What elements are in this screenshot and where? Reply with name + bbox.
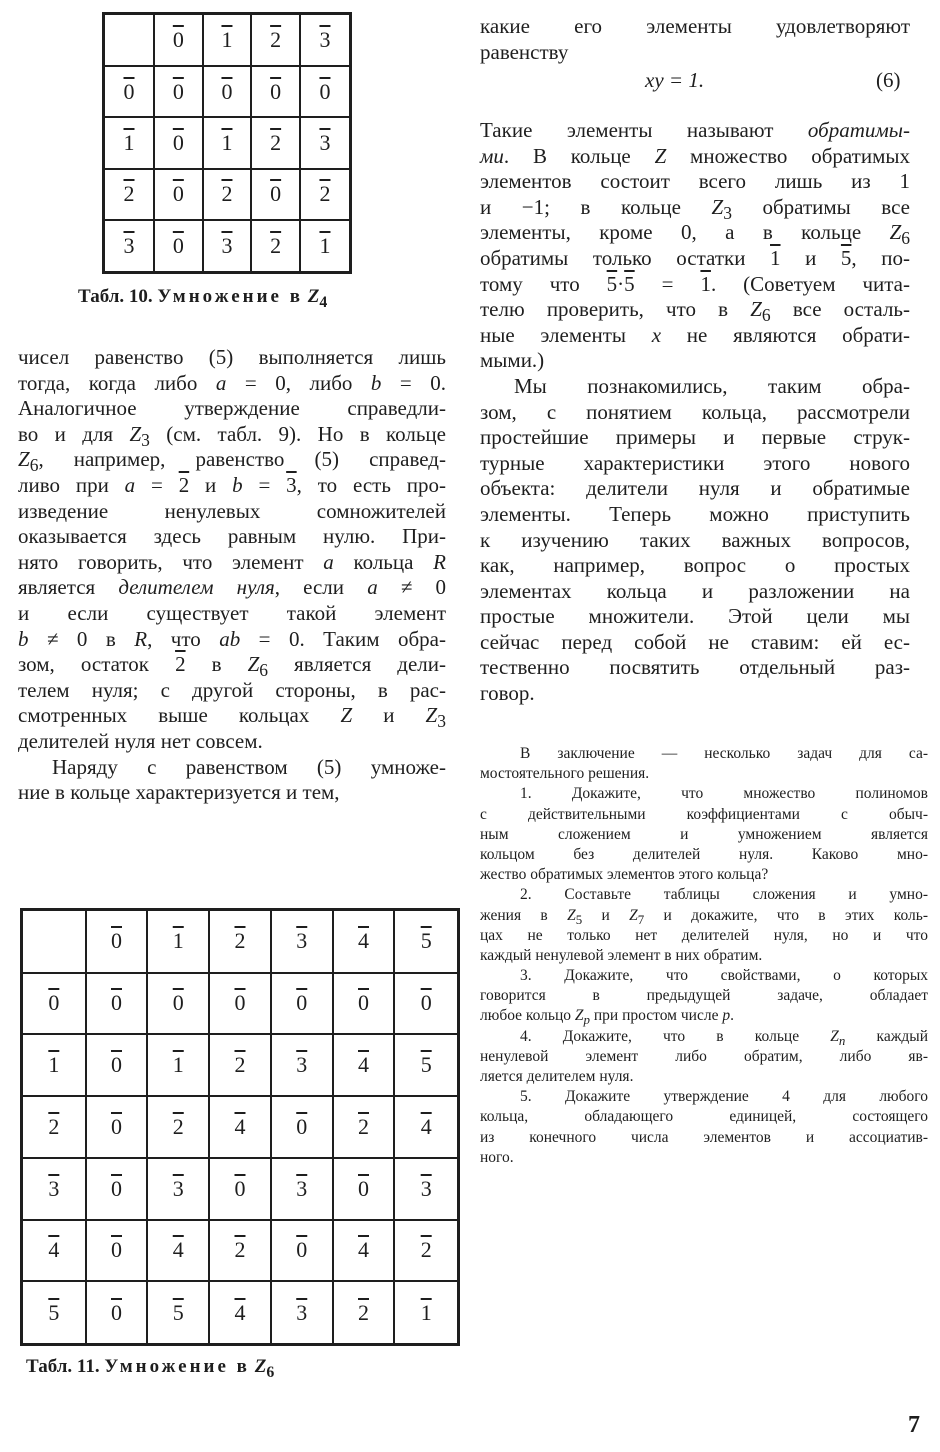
residue-value: 2 [358,1113,369,1139]
residue-value: 2 [172,1113,184,1139]
text-line: какие его элементы удовлетворяют [480,14,910,38]
table10-caption-ring: Z [307,286,320,307]
text-line: изведение ненулевых сомножителей [18,498,446,523]
residue-value: 0 [234,990,246,1016]
text-line: обратимы только остатки 1 и 5, по- [480,245,910,270]
residue-value: 0 [221,78,233,104]
text-line: $Z_6$, например, равенство (5) справед- [18,447,446,476]
table10-caption-prefix: Табл. 10. [78,286,153,307]
task-line: кольца, обладающего единицей, состоящего [480,1108,928,1126]
residue-value: 0 [48,990,60,1016]
residue-value: 0 [319,78,331,104]
table-cell [86,1158,148,1220]
text-line: объекта: делители нуля и обратимые [480,476,910,501]
residue-value: 0 [234,1175,246,1201]
residue-value: 2 [358,1299,369,1325]
task-line: ненулевой элемент либо обратим, либо яв- [480,1047,928,1065]
task-line: ляется делителем нуля. [480,1068,634,1085]
text-line: равенству [480,39,569,64]
table-header-cell [203,14,252,66]
text-line: смотренных выше кольцах Z и $Z_3$ [18,703,446,732]
residue-value: 0 [172,181,184,207]
residue-value: 1 [48,1052,60,1078]
table-cell [209,1096,271,1158]
table-header-cell [154,14,203,66]
page-number: 7 [908,1412,920,1438]
text-line: к изучению таких важных вопросов, [480,527,910,552]
table-cell [86,1034,148,1096]
residue-value: 0 [172,233,184,258]
residue-value: 1 [172,928,184,954]
table-cell [203,169,252,220]
residue-value: 0 [111,990,122,1016]
residue-value: 0 [111,1175,122,1201]
table-header-cell [86,910,148,973]
multiplication-table-z4 [102,12,352,274]
table-cell [154,66,203,117]
text-line: говор. [480,681,535,706]
task-line: 3. Докажите, что свойствами, о которых [520,967,928,985]
residue-value: 0 [270,181,282,207]
table-row-label [22,1034,86,1096]
table-row-label [104,117,155,168]
table-cell [333,1034,395,1096]
residue-value: 0 [420,990,432,1016]
table-cell [271,1281,333,1344]
table10-caption [78,286,327,312]
text-line: зом, с понятием кольца, рассмотрели [480,399,910,424]
residue-value: 3 [123,233,135,258]
residue-value: 4 [358,1237,369,1263]
table11-caption [26,1356,274,1382]
task-line: каждый ненулевой элемент в них обратим. [480,946,763,964]
right-text-top [480,14,910,65]
text-line: b ≠ 0 в R, что ab = 0. Таким обра- [18,626,446,651]
table-cell [251,66,300,117]
formula-xy: xy = 1. [645,68,705,92]
residue-value: 2 [270,233,282,258]
residue-value: 0 [111,928,122,954]
table-row [22,1158,459,1220]
table-row-label [22,1281,86,1344]
residue-value: 2 [123,181,135,207]
residue-value: 0 [172,129,184,155]
table-row [104,117,351,168]
table-cell [333,1220,395,1282]
residue-value: 2 [234,1237,246,1263]
residue-value: 3 [296,928,308,954]
table-cell [394,1034,458,1096]
task-line: цах не только нет делителей нуля, но и что [480,926,928,944]
text-line: и если существует такой элемент [18,600,446,625]
table-cell [251,117,300,168]
residue-value: 0 [172,78,184,104]
residue-value: 2 [234,1052,246,1078]
residue-value: 0 [111,1113,122,1139]
text-line: чисел равенство (5) выполняется лишь [18,345,446,369]
table-cell [203,117,252,168]
task-line: 2. Составьте таблицы сложения и умно- [520,886,928,904]
table-cell [209,1158,271,1220]
residue-value: 5 [48,1299,60,1325]
residue-value: 2 [420,1237,432,1263]
residue-value: 2 [270,26,282,52]
text-line: элементов состоит всего лишь из 1 [480,169,910,194]
formula-number: (6) [876,68,901,92]
table-row-label [104,220,155,272]
table-cell [300,117,351,168]
table11-caption-ring: Z [254,1356,267,1377]
residue-value: 2 [221,181,233,207]
table-cell [394,1096,458,1158]
task-line: В заключение — несколько задач для са- [520,745,928,762]
text-line: во и для $Z_3$ (см. табл. 9). Но в кольце [18,421,446,450]
task-line: мостоятельного решения. [480,765,650,783]
multiplication-table-z6 [20,908,460,1346]
table-cell [271,1220,333,1282]
table-header-cell [209,910,271,973]
table-header-cell [251,14,300,66]
table-cell [209,1281,271,1344]
text-line: тогда, когда либо a = 0, либо b = 0. [18,370,446,395]
residue-value: 3 [296,1299,308,1325]
table-row [22,1034,459,1096]
table-cell [86,973,148,1035]
table-cell [394,1158,458,1220]
text-line: как, например, вопрос о простых [480,553,910,578]
residue-value: 5 [420,928,432,954]
residue-value: 3 [319,129,331,155]
table-cell [271,973,333,1035]
text-line: простые множители. Этой цели мы [480,604,910,629]
residue-value: 3 [420,1175,432,1201]
text-line: оказывается здесь равным нулю. При- [18,524,446,549]
residue-value: 0 [296,990,308,1016]
table-row [104,220,351,272]
table-cell [86,1281,148,1344]
table-cell [300,220,351,272]
table-cell [154,169,203,220]
residue-value: 1 [123,129,135,155]
table-cell [209,1220,271,1282]
text-line: элементах кольца и разложении на [480,578,910,603]
table-header-cell [147,910,209,973]
residue-value: 3 [48,1175,60,1201]
text-line: ливо при a = 2 и b = 3, то есть про- [18,472,446,497]
residue-value: 3 [221,233,233,258]
text-line: Мы познакомились, таким обра- [514,373,910,398]
table-header-cell [22,910,86,973]
task-line: ного. [480,1148,514,1166]
right-text-column [480,118,910,707]
table-row-label [22,1158,86,1220]
text-line: турные характеристики этого нового [480,450,910,475]
text-line: элементы, кроме 0, а в кольце $Z_6$ [480,220,910,249]
text-line: Аналогичное утверждение справедли- [18,396,446,421]
text-line: тественно посвятить отдельный раз- [480,655,910,680]
table11-caption-word: Умножение в [104,1356,250,1377]
residue-value: 0 [111,1299,122,1325]
table-row [22,1220,459,1282]
table-row [104,169,351,220]
table-cell [394,1281,458,1344]
residue-value: 4 [172,1237,184,1263]
text-line: ные элементы x не являются обрати- [480,322,910,347]
table-cell [300,169,351,220]
text-line: делителей нуля нет совсем. [18,728,263,753]
residue-value: 0 [270,78,282,104]
table-cell [333,1158,395,1220]
residue-value: 0 [172,990,184,1016]
table-row-label [22,973,86,1035]
text-line: тому что 5·5 = 1. (Советуем чита- [480,271,910,296]
residue-value: 0 [111,1052,122,1078]
table-cell [209,973,271,1035]
task-line: кольцом без делителей нуля. Каково мно- [480,845,928,863]
table-cell [394,1220,458,1282]
table-cell [333,973,395,1035]
table-row-label [22,1096,86,1158]
text-line: простейшие примеры и первые струк- [480,425,910,450]
residue-value: 1 [221,129,233,155]
table-row-label [104,169,155,220]
residue-value: 5 [172,1299,184,1325]
table-cell [86,1220,148,1282]
table-cell [300,66,351,117]
table-header-cell [104,14,155,66]
residue-value: 0 [296,1237,308,1263]
table-cell [203,220,252,272]
table-cell [154,117,203,168]
residue-value: 4 [420,1113,432,1139]
table-header-row [22,910,459,973]
residue-value: 3 [319,26,331,52]
text-line: является делителем нуля, если a ≠ 0 [18,575,447,600]
table-row [104,66,351,117]
table-cell [203,66,252,117]
residue-value: 5 [420,1052,432,1078]
table-cell [86,1096,148,1158]
table-cell [147,1220,209,1282]
residue-value: 1 [172,1052,184,1078]
task-line: 4. Докажите, что в кольце $Z_n$ каждый [520,1027,929,1048]
table11-caption-prefix: Табл. 11. [26,1356,100,1377]
residue-value: 2 [234,928,246,954]
task-line: с действительными коэффициентами с обыч- [480,805,928,823]
table-cell [154,220,203,272]
text-line: мыми.) [480,348,545,373]
residue-value: 2 [319,181,331,207]
table-cell [147,1034,209,1096]
residue-value: 2 [270,129,282,155]
residue-value: 0 [358,1175,369,1201]
table-cell [333,1096,395,1158]
table-cell [147,1281,209,1344]
residue-value: 3 [296,1175,308,1201]
text-line: Такие элементы называют обратимы- [480,118,910,142]
residue-value: 4 [48,1237,60,1263]
residue-value: 0 [111,1237,122,1263]
residue-value: 0 [296,1113,308,1139]
table-cell [394,973,458,1035]
text-line: нято говорить, что элемент a кольца R [18,549,446,574]
text-line: зом, остаток 2 в $Z_6$ является дели- [18,652,446,681]
table-cell [147,1158,209,1220]
residue-value: 0 [358,990,369,1016]
table-header-cell [394,910,458,973]
table-row-label [22,1220,86,1282]
text-line: Наряду с равенством (5) умноже- [52,754,446,779]
text-line: телем нуля; с другой стороны, в рас- [18,677,446,702]
task-line: 5. Докажите утверждение 4 для любого [520,1088,928,1106]
table10-caption-word: Умножение в [157,286,303,307]
residue-value: 4 [234,1113,246,1139]
text-line: ми. В кольце Z множество обратимых [480,143,910,168]
task-line: говорится в предыдущей задаче, обладает [480,987,928,1005]
table11-caption-sub: 6 [266,1363,275,1381]
residue-value: 1 [420,1299,432,1325]
task-line: 1. Докажите, что множество полиномов [520,785,928,803]
table10-caption-sub: 4 [319,293,328,311]
table-cell [251,220,300,272]
table-cell [271,1096,333,1158]
table-cell [333,1281,395,1344]
table-header-cell [333,910,395,973]
residue-value: 3 [172,1175,184,1201]
table-row [22,1281,459,1344]
residue-value: 1 [221,26,233,52]
table-header-cell [271,910,333,973]
task-line: жения в $Z_5$ и $Z_7$ и докажите, что в этих коль- [480,906,928,927]
residue-value: 3 [296,1052,308,1078]
residue-value: 4 [234,1299,246,1325]
residue-value: 4 [358,1052,369,1078]
text-line: телю проверить, что в $Z_6$ все осталь- [480,297,910,326]
residue-value: 0 [123,78,135,104]
text-line: и −1; в кольце $Z_3$ обратимы все [480,194,910,223]
residue-value: 1 [319,233,331,258]
left-text-column [18,345,446,806]
table-row [22,973,459,1035]
table-cell [147,1096,209,1158]
residue-value: 2 [48,1113,60,1139]
residue-value: 4 [358,928,369,954]
task-line: любое кольцо $Z_p$ при простом числе p. [480,1007,734,1028]
table-header-row [104,14,351,66]
task-line: ным сложением и умножением является [480,825,928,843]
table-cell [271,1158,333,1220]
exercises-section [480,744,928,1168]
table-cell [147,973,209,1035]
task-line: из конечного числа элементов и ассоциатив- [480,1128,928,1146]
residue-value: 0 [172,26,184,52]
text-line: сейчас перед собой не ставим: ей ес- [480,629,910,654]
text-line: ние в кольце характеризуется и тем, [18,780,340,805]
table-cell [209,1034,271,1096]
table-header-cell [300,14,351,66]
table-cell [271,1034,333,1096]
table-row-label [104,66,155,117]
task-line: жество обратимых элементов этого кольца? [480,866,769,884]
text-line: элементы. Теперь можно приступить [480,501,910,526]
table-row [22,1096,459,1158]
table-cell [251,169,300,220]
